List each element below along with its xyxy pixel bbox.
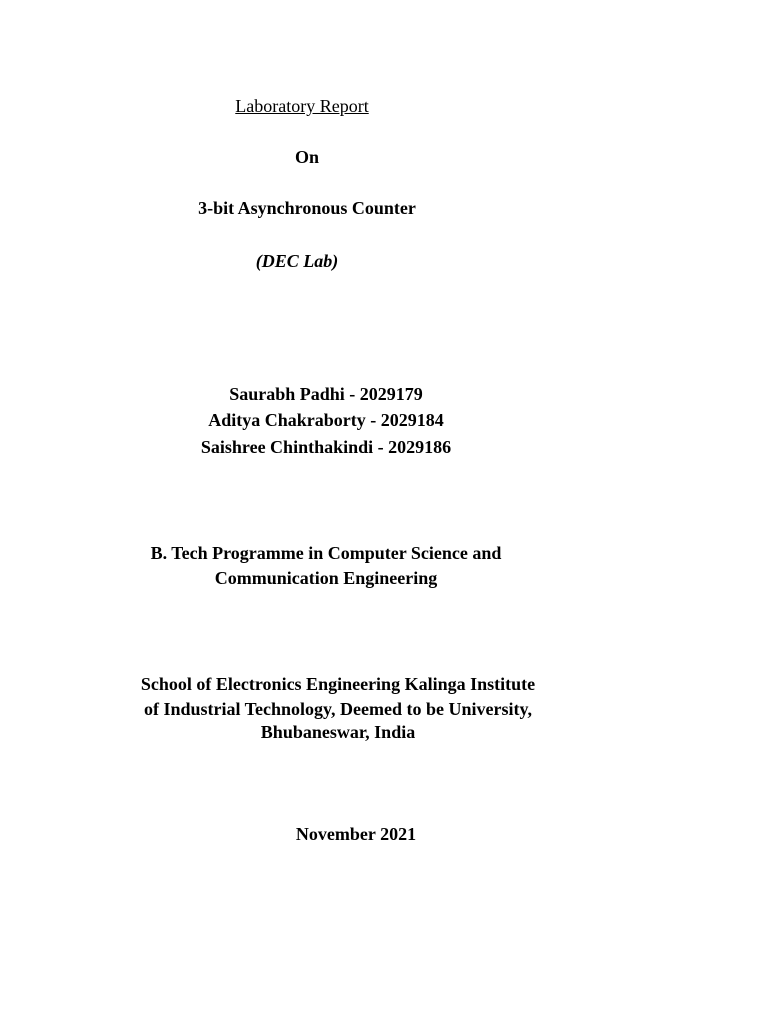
author-line: Aditya Chakraborty - 2029184 xyxy=(208,410,444,430)
institution-line: of Industrial Technology, Deemed to be University, xyxy=(143,699,533,719)
programme-line: B. Tech Programme in Computer Science and xyxy=(150,543,502,563)
report-date: November 2021 xyxy=(295,824,417,844)
author-line: Saishree Chinthakindi - 2029186 xyxy=(200,437,452,457)
report-topic: 3-bit Asynchronous Counter xyxy=(198,198,416,218)
institution-line: School of Electronics Engineering Kalinga Institute xyxy=(140,674,536,694)
on-word: On xyxy=(294,147,320,167)
author-line: Saurabh Padhi - 2029179 xyxy=(229,384,423,404)
lab-name: (DEC Lab) xyxy=(255,251,339,271)
report-title: Laboratory Report xyxy=(235,96,369,116)
programme-line: Communication Engineering xyxy=(214,568,438,588)
institution-line: Bhubaneswar, India xyxy=(260,722,416,742)
